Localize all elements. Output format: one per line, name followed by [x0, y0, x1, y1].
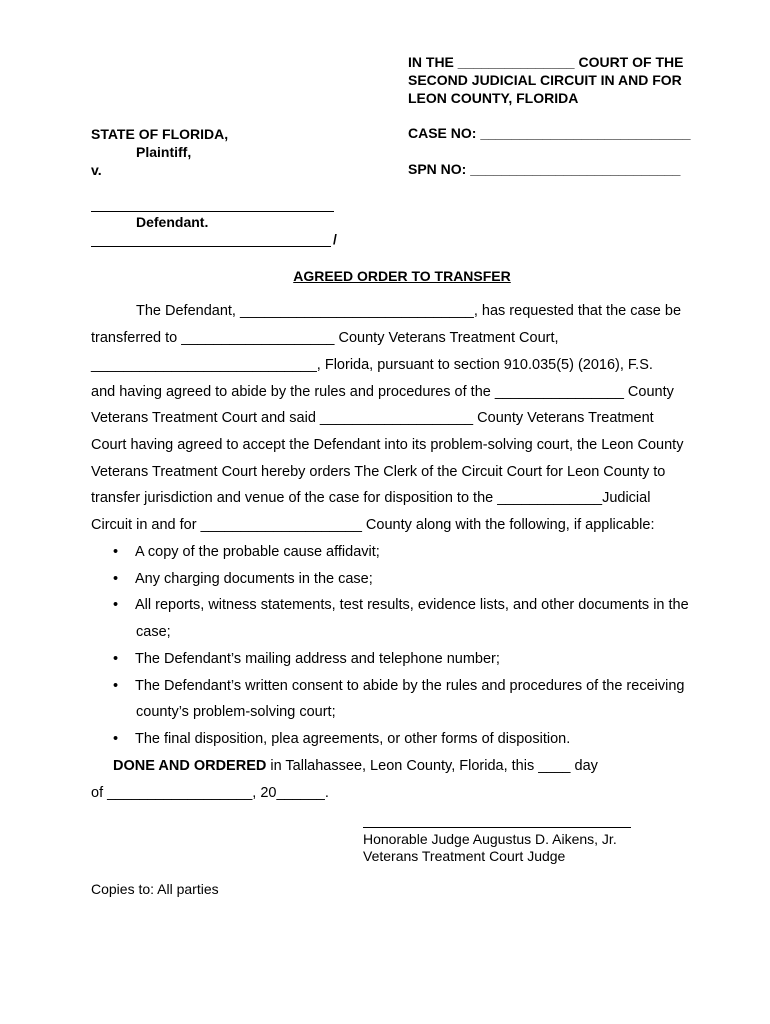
done-and-ordered-line: [113, 758, 598, 774]
list-item: [113, 571, 373, 587]
bullet-icon: •: [113, 544, 119, 560]
bullet-icon: •: [113, 571, 119, 587]
plaintiff-block: [91, 125, 228, 161]
body-line-8: transfer jurisdiction and venue of the case for disposition to the _____________Judicial: [91, 490, 651, 506]
list-item: [113, 731, 570, 747]
body-line-7: Veterans Treatment Court hereby orders The Clerk of the Circuit Court for Leon County to: [91, 464, 666, 480]
versus-label: v.: [91, 162, 102, 178]
defendant-name-blank: [91, 211, 334, 212]
court-caption-line-1: IN THE _______________ COURT OF THE: [408, 54, 684, 70]
caption-closing-rule: [91, 246, 331, 247]
bullet-icon: •: [113, 651, 119, 667]
list-item: [113, 597, 689, 613]
bullet-icon: •: [113, 597, 119, 613]
caption-slash: /: [333, 231, 337, 247]
body-line-1: The Defendant, _____________________________, has requested that the case be: [136, 303, 682, 319]
spn-number-field: SPN NO: ___________________________: [408, 161, 681, 177]
order-title: AGREED ORDER TO TRANSFER: [293, 268, 511, 284]
copies-to: Copies to: All parties: [91, 881, 219, 897]
judge-title: Veterans Treatment Court Judge: [363, 848, 566, 864]
list-item-continuation: case;: [136, 624, 171, 640]
list-item-text: Any charging documents in the case;: [135, 571, 373, 587]
list-item-text: The final disposition, plea agreements, or other forms of disposition.: [135, 731, 571, 747]
body-line-5: Veterans Treatment Court and said ___________________ County Veterans Treatment: [91, 410, 654, 426]
defendant-label: Defendant.: [136, 214, 209, 230]
body-line-6: Court having agreed to accept the Defendant into its problem-solving court, the Leon County: [91, 437, 684, 453]
plaintiff-name: STATE OF FLORIDA,: [91, 126, 229, 142]
list-item: [113, 544, 380, 560]
list-item-text: The Defendant’s written consent to abide by the rules and procedures of the receiving: [135, 678, 685, 694]
list-item-continuation: county’s problem-solving court;: [136, 704, 336, 720]
case-number-field: CASE NO: ___________________________: [408, 125, 691, 141]
court-caption-line-3: LEON COUNTY, FLORIDA: [408, 90, 579, 106]
list-item-text: All reports, witness statements, test results, evidence lists, and other documents in the: [135, 597, 689, 613]
court-caption-line-2: SECOND JUDICIAL CIRCUIT IN AND FOR: [408, 72, 682, 88]
done-and-ordered-text: in Tallahassee, Leon County, Florida, this ____ day: [266, 758, 598, 774]
date-line: of __________________, 20______.: [91, 785, 329, 801]
list-item: [113, 651, 500, 667]
signature-line: [363, 827, 631, 828]
body-line-9: Circuit in and for ____________________ County along with the following, if applicable:: [91, 517, 655, 533]
done-and-ordered-heading: DONE AND ORDERED: [113, 758, 267, 774]
body-line-3: ____________________________, Florida, pursuant to section 910.035(5) (2016), F.S.: [91, 357, 653, 373]
list-item: [113, 678, 684, 694]
body-line-4: and having agreed to abide by the rules and procedures of the ________________ County: [91, 384, 674, 400]
court-caption: [408, 53, 738, 107]
bullet-icon: •: [113, 678, 119, 694]
list-item-text: The Defendant’s mailing address and telephone number;: [135, 651, 500, 667]
bullet-icon: •: [113, 731, 119, 747]
body-line-2: transferred to ___________________ County Veterans Treatment Court,: [91, 330, 559, 346]
judge-name: Honorable Judge Augustus D. Aikens, Jr.: [363, 831, 617, 847]
list-item-text: A copy of the probable cause affidavit;: [135, 544, 380, 560]
plaintiff-label: Plaintiff,: [136, 144, 192, 160]
